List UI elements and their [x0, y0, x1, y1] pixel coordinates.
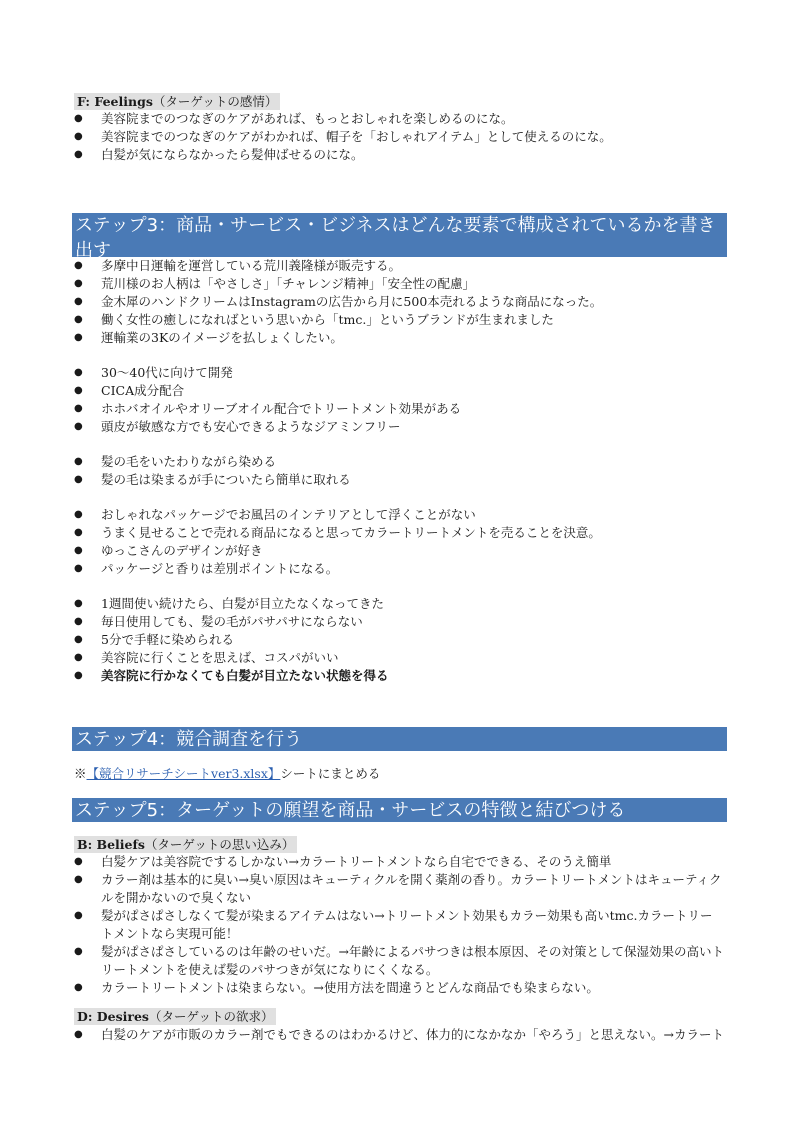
list-item: ● 1週間使い続けたら、白髪が目立たなくなってきた [74, 595, 724, 613]
list-item: ● 白髪のケアが市販のカラー剤でもできるのはわかるけど、体力的になかなか「やろう」と思えない。→カラート [74, 1026, 724, 1044]
feelings-list [74, 110, 724, 164]
list-item: ● 髪の毛は染まるが手についたら簡単に取れる [74, 471, 724, 489]
list-item: ● 白髪が気にならなかったら髪伸ばせるのにな。 [74, 146, 724, 164]
list-item: ● 運輸業の3Kのイメージを払しょくしたい。 [74, 329, 724, 347]
list-item: ● 荒川様のお人柄は「やさしさ」「チャレンジ精神」「安全性の配慮」 [74, 275, 724, 293]
list-item: ● 多摩中日運輸を運営している荒川義隆様が販売する。 [74, 257, 724, 275]
beliefs-heading: B: Beliefs（ターゲットの思い込み） [74, 836, 297, 853]
list-item: ● ホホバオイルやオリーブオイル配合でトリートメント効果がある [74, 400, 724, 418]
list-item: ● おしゃれなパッケージでお風呂のインテリアとして浮くことがない [74, 506, 724, 524]
list-item: ● CICA成分配合 [74, 382, 724, 400]
list-item: ● 白髪ケアは美容院でするしかない→カラートリートメントなら自宅でできる、そのうえ簡単 [74, 853, 724, 871]
list-item: ● 頭皮が敏感な方でも安心できるようなジアミンフリー [74, 418, 724, 436]
feelings-heading: F: Feelings（ターゲットの感情） [74, 93, 280, 110]
step3-heading: ステップ3：商品・サービス・ビジネスはどんな要素で構成されているかを書き出す [72, 213, 727, 257]
beliefs-list [74, 853, 724, 997]
desires-heading: D: Desires（ターゲットの欲求） [74, 1008, 276, 1025]
research-note: ※【競合リサーチシートver3.xlsx】シートにまとめる [74, 766, 381, 781]
list-item: ● 髪がぱさぱさしているのは年齢のせいだ。→年齢によるパサつきは根本原因、その対策として保湿効果の高いトリートメントを使えば髪のパサつきが気になりにくくなる。 [74, 943, 724, 979]
list-item: ● カラートリートメントは染まらない。→使用方法を間違うとどんな商品でも染まらない。 [74, 979, 724, 997]
desires-list [74, 1026, 724, 1044]
list-item: ● ゆっこさんのデザインが好き [74, 542, 724, 560]
list-item: ● 30〜40代に向けて開発 [74, 364, 724, 382]
list-item-bold: ● 美容院に行かなくても白髪が目立たない状態を得る [74, 667, 724, 685]
list-item: ● 美容院までのつなぎのケアがわかれば、帽子を「おしゃれアイテム」として使えるのにな。 [74, 128, 724, 146]
step3-list [74, 257, 724, 685]
list-item: ● 働く女性の癒しになればという思いから「tmc.」というブランドが生まれました [74, 311, 724, 329]
research-sheet-link[interactable]: 【競合リサーチシートver3.xlsx】 [86, 766, 281, 781]
list-item: ● 金木犀のハンドクリームはInstagramの広告から月に500本売れるような商品になった。 [74, 293, 724, 311]
list-item: ● 美容院までのつなぎのケアがあれば、もっとおしゃれを楽しめるのにな。 [74, 110, 724, 128]
step5-heading: ステップ5：ターゲットの願望を商品・サービスの特徴と結びつける [72, 798, 727, 822]
step4-heading: ステップ4：競合調査を行う [72, 727, 727, 751]
list-item: ● 美容院に行くことを思えば、コスパがいい [74, 649, 724, 667]
list-item: ● カラー剤は基本的に臭い→臭い原因はキューティクルを開く薬剤の香り。カラートリートメントはキューティクルを開かないので臭くない [74, 871, 724, 907]
list-item: ● パッケージと香りは差別ポイントになる。 [74, 560, 724, 578]
list-item: ● 毎日使用しても、髪の毛がパサパサにならない [74, 613, 724, 631]
list-item: ● 髪がぱさぱさしなくて髪が染まるアイテムはない→トリートメント効果もカラー効果も高いtmc.カラートリートメントなら実現可能！ [74, 907, 724, 943]
list-item: ● 髪の毛をいたわりながら染める [74, 453, 724, 471]
list-item: ● 5分で手軽に染められる [74, 631, 724, 649]
list-item: ● うまく見せることで売れる商品になると思ってカラートリートメントを売ることを決意。 [74, 524, 724, 542]
